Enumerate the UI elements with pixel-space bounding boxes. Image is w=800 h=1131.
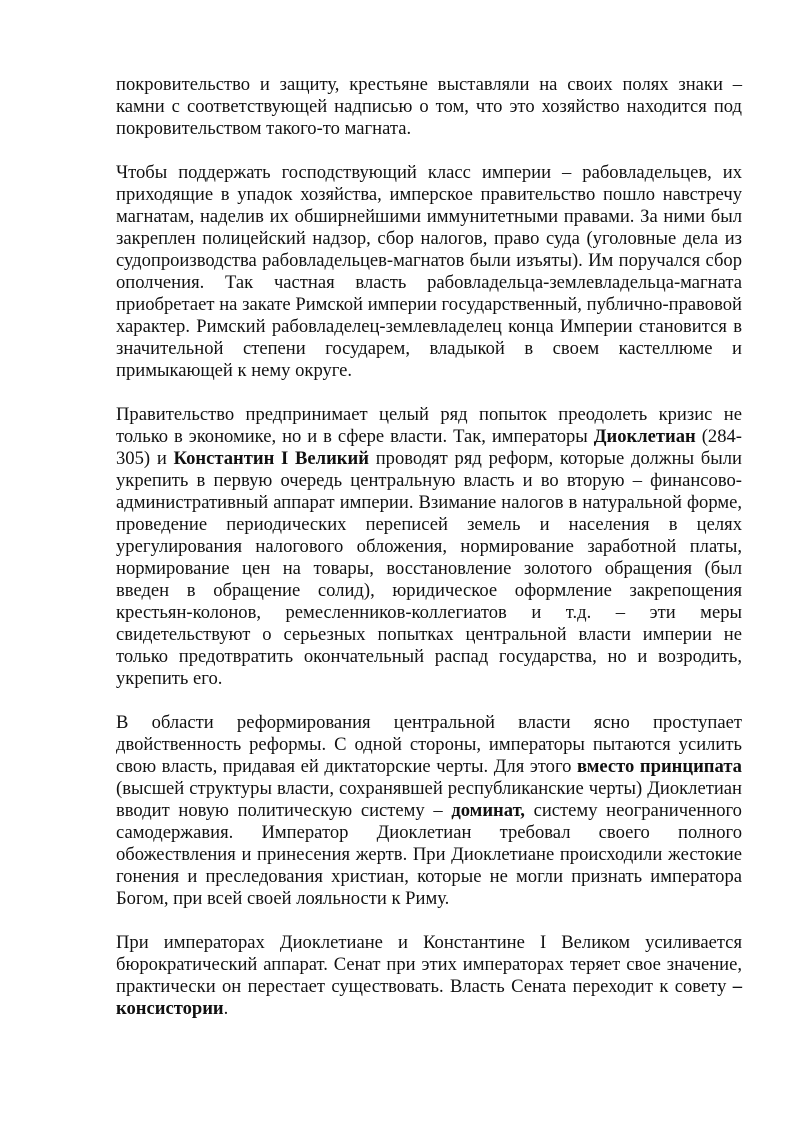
paragraph-text: В области реформирования центральной власти ясно проступает двойственность реформы. С одной стороны, императоры пытаются усилить свою власть, придавая ей диктаторские черты. Для этого xyxy=(116,712,742,777)
paragraph-text: При императорах Диоклетиане и Константине I Великом усиливается бюрократический аппарат. Сенат при этих императорах теряет свое значение, практически он перестает существовать. Власть Сената переходит к совету xyxy=(116,932,742,997)
paragraph-magnates xyxy=(116,162,742,382)
paragraph-text: систему неограниченного самодержавия. Император Диоклетиан требовал своего полного обожествления и принесения жертв. При Диоклетиане происходили жестокие гонения и преследования христиан, которые не могли признать императора Богом, при всей своей лояльности к Риму. xyxy=(116,800,742,909)
term-principate: вместо принципата xyxy=(577,756,742,777)
term-constantine: Константин I Великий xyxy=(173,448,369,469)
paragraph-text: покровительство и защиту, крестьяне выставляли на своих полях знаки – камни с соответствующей надписью о том, что это хозяйство находится под покровительством такого-то магната. xyxy=(116,74,742,139)
paragraph-patronage xyxy=(116,74,742,140)
paragraph-reforms xyxy=(116,404,742,690)
paragraph-text: Чтобы поддержать господствующий класс империи – рабовладельцев, их приходящие в упадок хозяйства, имперское правительство пошло навстречу магнатам, наделив их обширнейшими иммунитетными правами. За ними был закреплен полицейский надзор, сбор налогов, право суда (уголовные дела из судопроизводства рабовладельцев-магнатов были изъяты). Им поручался сбор ополчения. Так частная власть рабовладельца-землевладельца-магната приобретает на закате Римской империи государственный, публично-правовой характер. Римский рабовладелец-землевладелец конца Империи становится в значительной степени государем, владыкой в своем кастеллюме и примыкающей к нему округе. xyxy=(116,162,742,381)
paragraph-text: проводят ряд реформ, которые должны были укрепить в первую очередь центральную власть и во вторую – финансово-административный аппарат империи. Взимание налогов в натуральной форме, проведение периодических переписей земель и населения в целях урегулирования налогового обложения, нормирование заработной платы, нормирование цен на товары, восстановление золотого обращения (был введен в обращение солид), юридическое оформление закрепощения крестьян-колонов, ремесленников-коллегиатов и т.д. – эти меры свидетельствуют о серьезных попытках центральной власти империи не только предотвратить окончательный распад государства, но и возродить, укрепить его. xyxy=(116,448,742,689)
paragraph-text: (284-305) и xyxy=(116,426,742,469)
paragraph-text: . xyxy=(223,998,229,1019)
term-diocletian: Диоклетиан xyxy=(593,426,696,447)
term-dominate: доминат, xyxy=(451,800,525,821)
paragraph-text: Правительство предпринимает целый ряд попыток преодолеть кризис не только в экономике, но и в сфере власти. Так, императоры xyxy=(116,404,742,447)
paragraph-bureaucracy xyxy=(116,932,742,1020)
document-page xyxy=(116,74,742,1042)
paragraph-text: (высшей структуры власти, сохранявшей республиканские черты) Диоклетиан вводит новую политическую систему – xyxy=(116,778,742,821)
paragraph-central-power xyxy=(116,712,742,910)
term-consistory: – консистории xyxy=(116,976,742,1019)
